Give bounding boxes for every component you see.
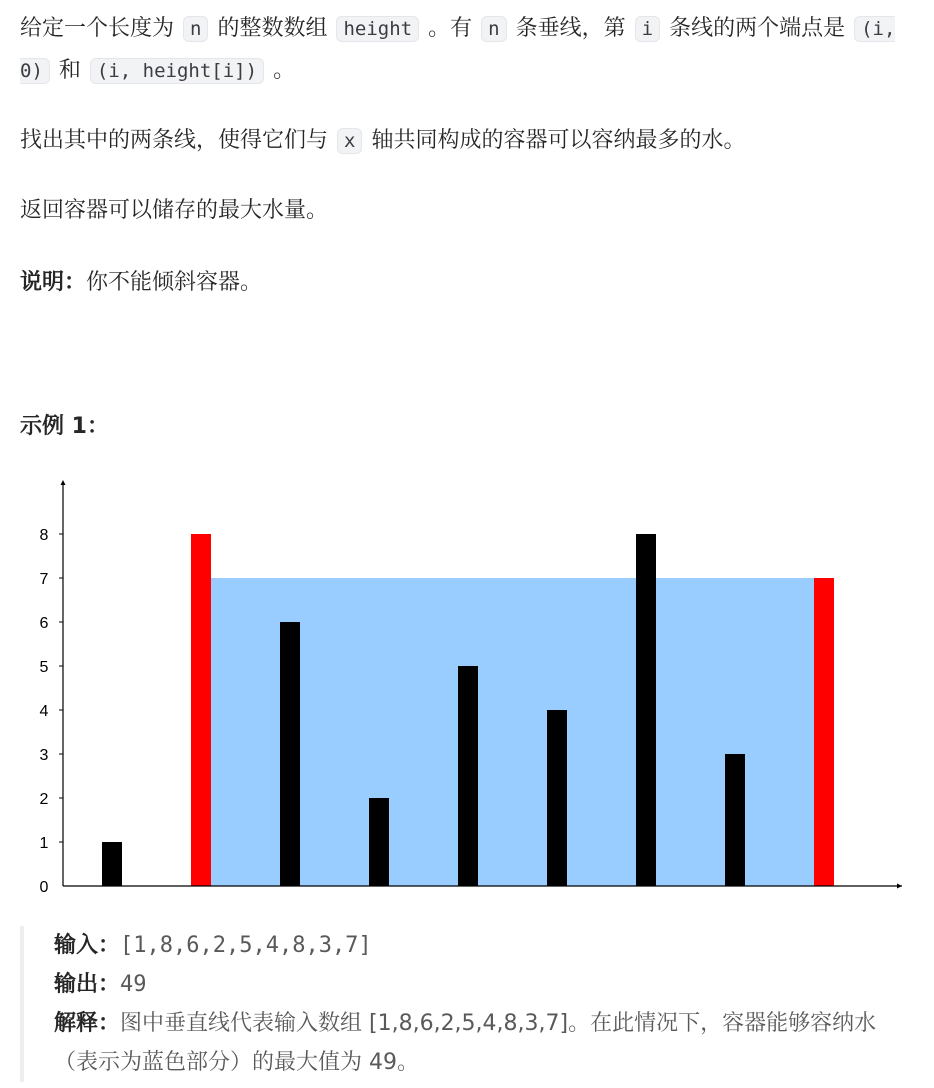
inline-code: i — [635, 16, 660, 42]
y-tick-label: 5 — [39, 659, 49, 676]
container-wall-bar — [191, 534, 211, 886]
y-tick-label: 6 — [39, 615, 49, 632]
y-tick-label: 8 — [39, 527, 49, 544]
y-tick-label: 3 — [39, 747, 49, 764]
input-label: 输入： — [54, 933, 121, 958]
height-bar — [280, 622, 300, 886]
y-tick-label: 7 — [39, 571, 49, 588]
inline-code: (i, height[i]) — [90, 58, 264, 84]
note-label: 说明： — [20, 270, 87, 295]
description-paragraph-2 — [20, 120, 914, 162]
text: 。有 — [428, 16, 473, 41]
x-axis-arrow — [897, 884, 902, 889]
explain-label: 解释： — [54, 1011, 121, 1036]
text: 。 — [273, 58, 296, 83]
container-wall-bar — [814, 578, 834, 886]
y-tick-label: 2 — [39, 791, 49, 808]
input-value: [1,8,6,2,5,4,8,3,7] — [120, 933, 372, 958]
example-explanation — [54, 1004, 910, 1082]
output-value: 49 — [120, 972, 147, 997]
text: 找出其中的两条线，使得它们与 — [20, 128, 329, 153]
text: 条线的两个端点是 — [669, 16, 846, 41]
description-paragraph-1 — [20, 8, 914, 92]
text: 给定一个长度为 — [20, 16, 175, 41]
explain-text: 图中垂直线代表输入数组 [1,8,6,2,5,4,8,3,7]。在此情况下，容器能够容纳水（表示为蓝色部分）的最大值为 49。 — [54, 1011, 877, 1075]
height-bar — [458, 666, 478, 886]
height-bar — [725, 754, 745, 886]
description-paragraph-3: 返回容器可以储存的最大水量。 — [20, 198, 329, 223]
container-chart — [0, 472, 934, 902]
y-axis-arrow — [61, 480, 66, 485]
example-output — [54, 965, 910, 1004]
height-bar — [547, 710, 567, 886]
text: 轴共同构成的容器可以容纳最多的水。 — [371, 128, 746, 153]
text: 条垂线，第 — [515, 16, 626, 41]
text: 的整数数组 — [217, 16, 328, 41]
height-bar — [636, 534, 656, 886]
inline-code: height — [336, 16, 419, 42]
text: 和 — [58, 58, 81, 83]
note-text: 你不能倾斜容器。 — [86, 270, 263, 295]
inline-code: x — [337, 128, 362, 154]
height-bar — [369, 798, 389, 886]
height-bar — [102, 842, 122, 886]
inline-code: (i, 0) — [20, 18, 896, 82]
inline-code: n — [183, 16, 208, 42]
y-tick-label: 1 — [39, 835, 49, 852]
y-tick-label: 4 — [39, 703, 49, 720]
description-note — [20, 262, 914, 304]
output-label: 输出： — [54, 972, 121, 997]
water-area — [211, 578, 814, 886]
example-block — [20, 926, 910, 1082]
y-tick-label: 0 — [39, 879, 49, 896]
example-title: 示例 1： — [20, 414, 109, 439]
example-input — [54, 926, 910, 965]
inline-code: n — [481, 16, 506, 42]
